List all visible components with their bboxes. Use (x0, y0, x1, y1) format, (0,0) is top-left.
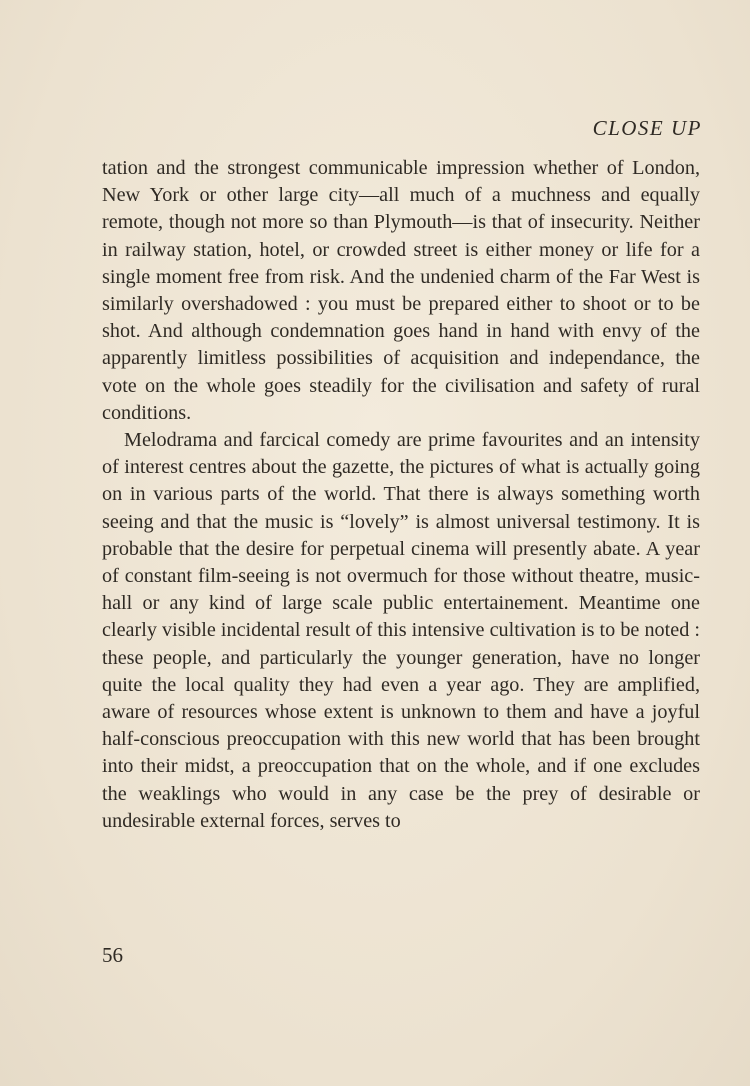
paragraph-continuation: tation and the strongest communicable impression whether of London, New York or other large city—all much of a muchness and equally remote, though not more so than Plymouth—is that of insecurity. Neither in railway station, hotel, or crowded street is either money or life for a single moment free from risk. And the undenied charm of the Far West is similarly overshadowed : you must be prepared either to shoot or to be shot. And although condemnation goes hand in hand with envy of the apparently limitless possibilities of acquisition and independance, the vote on the whole goes steadily for the civilisation and safety of rural conditions. (102, 157, 700, 424)
page-number: 56 (102, 943, 123, 967)
body-text (102, 155, 700, 835)
paragraph-melodrama: Melodrama and farcical comedy are prime favourites and an intensity of interest centres about the gazette, the pictures of what is actually going on in various parts of the world. That there is always something worth seeing and that the music is “lovely” is almost universal testimony. It is probable that the desire for perpetual cinema will presently abate. A year of constant film-seeing is not overmuch for those without theatre, music-hall or any kind of large scale public entertainement. Meantime one clearly visible incidental result of this intensive cultivation is to be noted : these people, and particularly the younger generation, have no longer quite the local quality they had even a year ago. They are amplified, aware of resources whose extent is unknown to them and have a joyful half-conscious preoccupation with this new world that has been brought into their midst, a preoccupation that on the whole, and if one excludes the weaklings who would in any case be the prey of desirable or undesirable external forces, serves to (102, 429, 700, 832)
running-head: CLOSE UP (592, 116, 702, 140)
